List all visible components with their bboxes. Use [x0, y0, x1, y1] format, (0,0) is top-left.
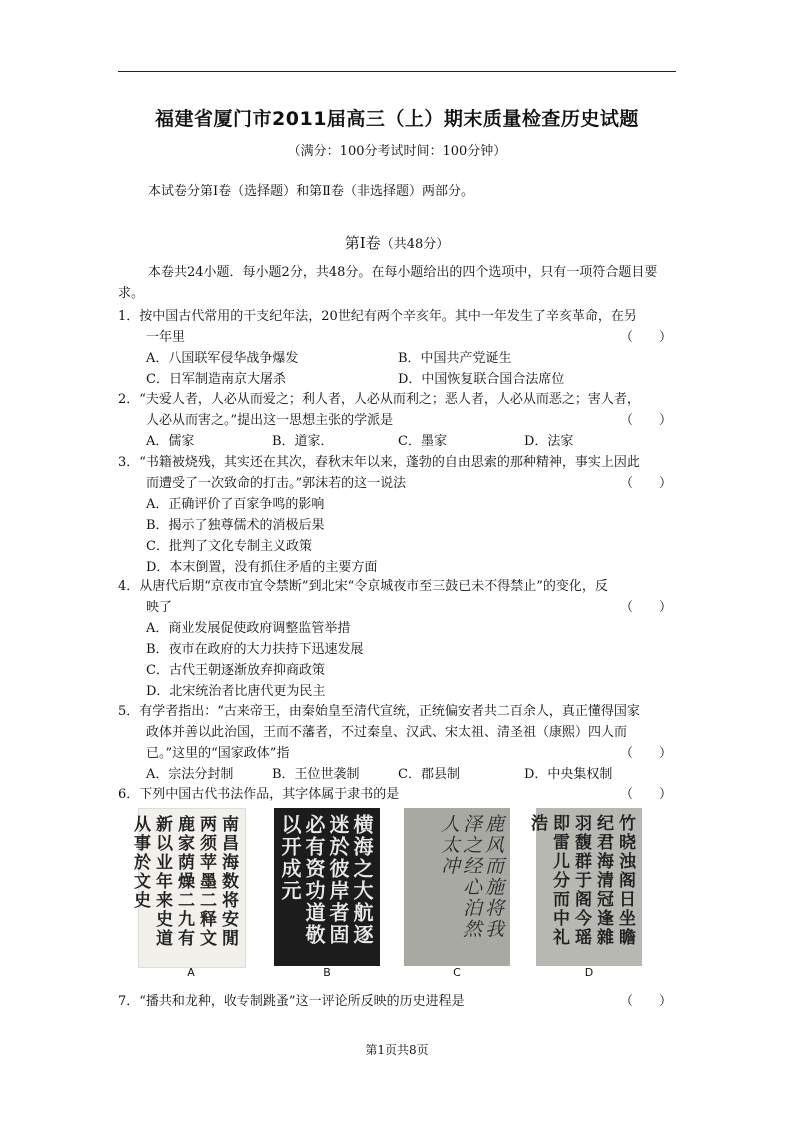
section-title: 第Ⅰ卷 [344, 234, 381, 252]
question-4 [118, 576, 676, 702]
option-a: A．儒家 [146, 434, 195, 449]
question-6 [118, 784, 676, 805]
option-a: A．宗法分封制 [146, 767, 234, 782]
calligraphy-label-b: B [323, 966, 331, 979]
answer-blank: （ ） [619, 787, 672, 802]
option-row [118, 369, 676, 390]
option-row [118, 348, 676, 369]
question-text [118, 597, 676, 618]
option-d: D．中国恢复联合国合法席位 [398, 372, 565, 387]
answer-blank: （ ） [619, 994, 672, 1009]
calligraphy-label-d: D [584, 966, 594, 979]
option-row [118, 764, 676, 785]
option-b: B．中国共产党诞生 [398, 351, 512, 366]
calligraphy-text-a: 南昌海数将安閒两须苹墨二释文鹿家荫燥二九有新以业年来史道从事於文史 [130, 815, 238, 948]
answer-blank: （ ） [619, 746, 672, 761]
question-text: 2．“夫爱人者，人必从而爱之；利人者，人必从而利之；恶人者，人必从而恶之；害人者， [118, 392, 640, 407]
question-text: 5．有学者指出：“古来帝王，由秦始皇至清代宣统，正统偏安者共二百余人，真正懂得国家 [118, 704, 640, 719]
question-text-cont: 6．下列中国古代书法作品，其字体属于隶书的是 [118, 787, 400, 802]
option-c: C．日军制造南京大屠杀 [146, 372, 286, 387]
option-c: C．墨家 [398, 434, 447, 449]
calligraphy-image-c [404, 808, 510, 966]
option-a: A．商业发展促使政府调整监管举措 [146, 621, 351, 636]
question-text-cont: 7．“播共和龙种，收专制跳蚤”这一评论所反映的历史进程是 [118, 994, 465, 1009]
question-text [118, 473, 676, 494]
answer-blank: （ ） [619, 413, 672, 428]
exam-subtitle: （满分：100分考试时间：100分钟） [287, 144, 507, 159]
option-c: C．古代王朝逐渐放弃抑商政策 [146, 663, 325, 678]
option-c: C．郡县制 [398, 767, 460, 782]
option-b: B．道家． [272, 434, 334, 449]
question-text: 1．按中国古代常用的干支纪年法，20世纪有两个辛亥年。其中一年发生了辛亥革命，在另 [118, 309, 637, 324]
option-row [118, 431, 676, 452]
calligraphy-text-b: 横海之大航逐迷於彼岸者固必有资功道敬以开成元 [278, 814, 374, 946]
question-text-cont: 而遭受了一次致命的打击。”郭沫若的这一说法 [146, 476, 407, 491]
exam-title: 福建省厦门市2011届高三（上）期末质量检查历史试题 [155, 108, 639, 130]
question-text-cont: 人必从而害之。”提出这一思想主张的学派是 [146, 413, 394, 428]
section-instructions: 本卷共24小题．每小题2分，共48分。在每小题给出的四个选项中，只有一项符合题目要求。 [118, 265, 658, 301]
calligraphy-images [130, 808, 656, 988]
option-d: D．本末倒置，没有抓住矛盾的主要方面 [146, 560, 378, 575]
question-text [118, 327, 676, 348]
option-a: A．八国联军侵华战争爆发 [146, 351, 299, 366]
question-text-cont: 一年里 [146, 330, 186, 345]
calligraphy-image-b [274, 808, 380, 966]
answer-blank: （ ） [619, 476, 672, 491]
option-b: B．夜市在政府的大力扶持下迅速发展 [146, 642, 364, 657]
section-note: （共48分） [380, 237, 450, 252]
option-d: D．法家 [524, 434, 574, 449]
question-3 [118, 452, 676, 578]
question-1 [118, 306, 676, 390]
question-7 [118, 991, 676, 1012]
option-d: D．北宋统治者比唐代更为民主 [146, 684, 326, 699]
calligraphy-label-a: A [187, 966, 195, 979]
question-text [118, 743, 676, 764]
question-text: 4．从唐代后期“京夜市宜令禁断”到北宋“令京城夜市至三鼓已未不得禁止”的变化，反 [118, 579, 608, 594]
calligraphy-image-a [130, 808, 246, 968]
question-text: 政体并善以此治国，王而不藩者，不过秦皇、汉武、宋太祖、清圣祖（康熙）四人而 [146, 725, 628, 740]
question-text-cont: 映了 [146, 600, 173, 615]
answer-blank: （ ） [619, 600, 672, 615]
option-b: B．揭示了独尊儒术的消极后果 [146, 518, 325, 533]
question-text [118, 991, 676, 1012]
question-2 [118, 389, 676, 452]
option-d: D．中央集权制 [524, 767, 613, 782]
option-c: C．批判了文化专制主义政策 [146, 539, 312, 554]
calligraphy-text-d: 竹晓浊阁日坐瞻纪君海清冠逢雜羽馥群于阁今瑶即雷儿分而中礼浩 [527, 814, 635, 947]
section-heading [118, 232, 676, 253]
option-b: B．王位世袭制 [272, 767, 360, 782]
question-5 [118, 701, 676, 785]
option-a: A．正确评价了百家争鸣的影响 [146, 497, 325, 512]
calligraphy-image-d [527, 808, 642, 966]
answer-blank: （ ） [619, 330, 672, 345]
calligraphy-text-c: 鹿风而施将我泽之经心泊然人太冲 [438, 814, 504, 940]
question-text [118, 784, 676, 805]
question-text-cont: 已。”这里的“国家政体”指 [146, 746, 290, 761]
question-text: 3．“书籍被烧残，其实还在其次，春秋末年以来，蓬勃的自由思索的那种精神，事实上因此 [118, 455, 640, 470]
top-rule [118, 71, 676, 72]
exam-intro: 本试卷分第Ⅰ卷（选择题）和第Ⅱ卷（非选择题）两部分。 [148, 184, 474, 199]
calligraphy-label-c: C [453, 966, 461, 979]
page-footer: 第1页共8页 [365, 1043, 429, 1057]
question-text [118, 410, 676, 431]
